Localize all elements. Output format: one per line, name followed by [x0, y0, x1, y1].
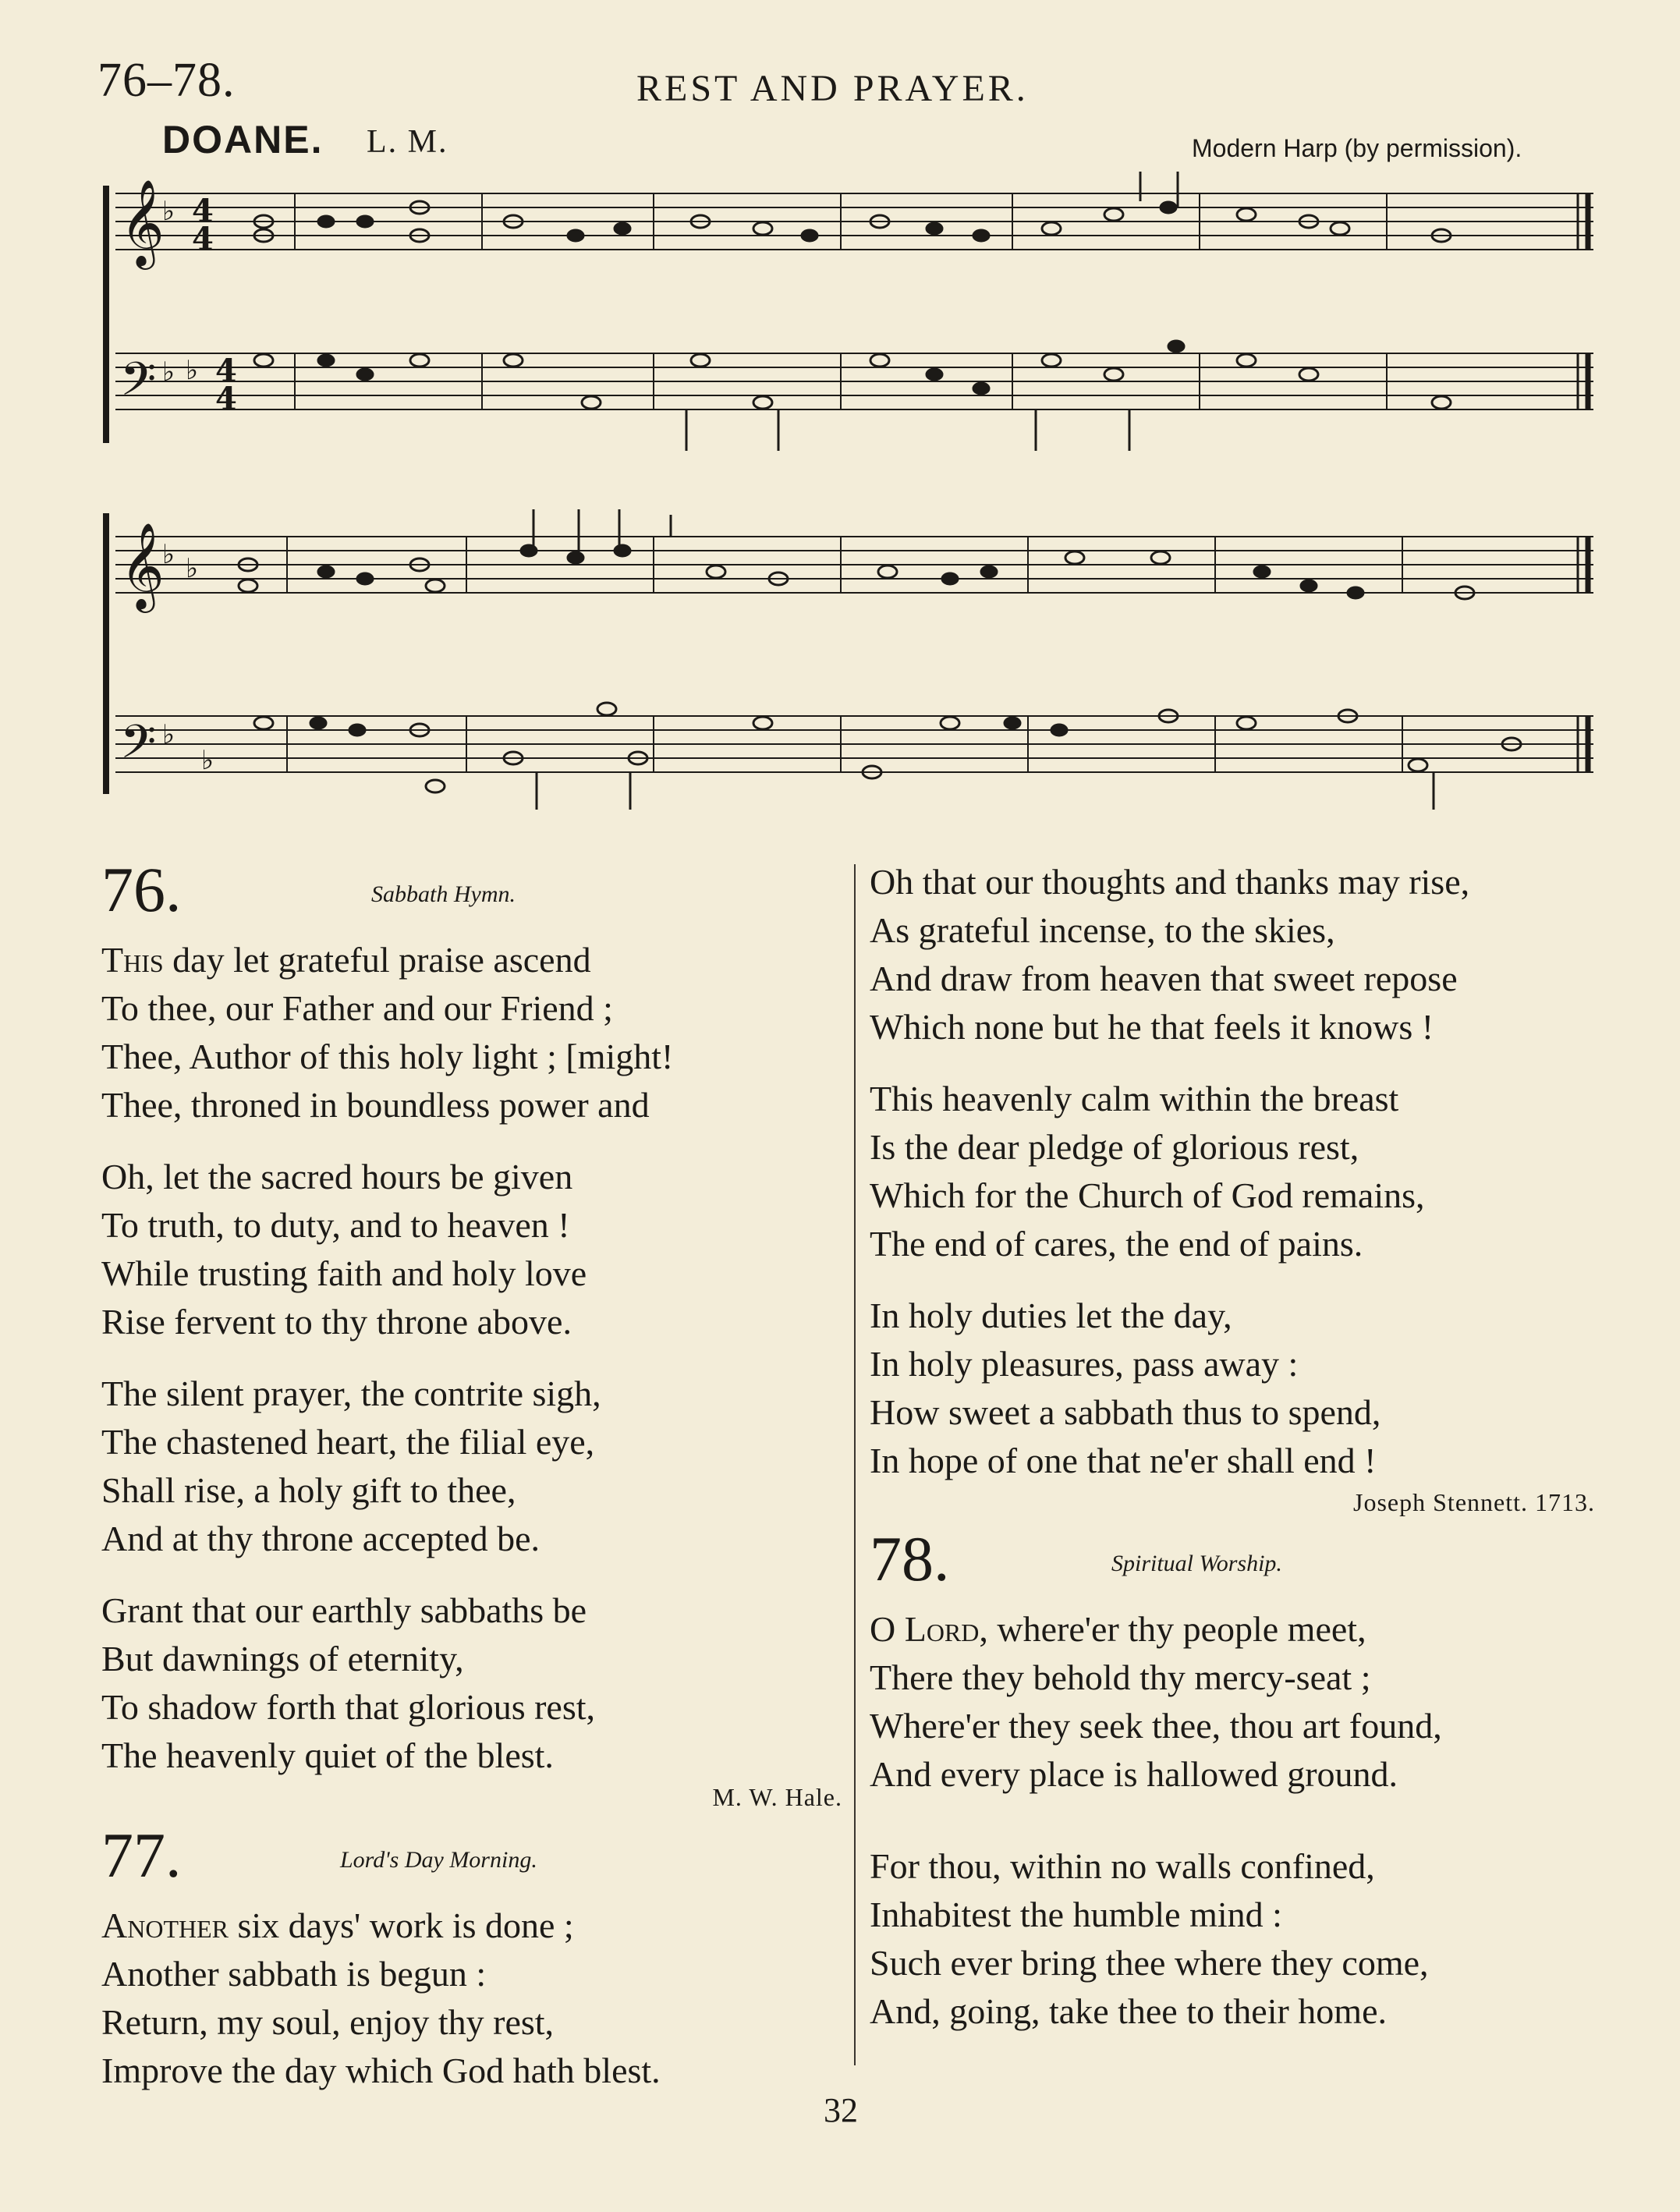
stanza — [101, 1153, 842, 1346]
stanza — [101, 1370, 842, 1563]
hymn-number: 78. — [870, 1523, 950, 1594]
section-title: REST AND PRAYER. — [636, 68, 1029, 109]
key-flat-bass-2: ♭ — [186, 355, 199, 386]
verse-line: Where'er they seek thee, thou art found, — [870, 1706, 1442, 1746]
time-sig-bottom-treble: 4 — [192, 221, 214, 257]
verse-line: where'er thy people meet, — [997, 1609, 1366, 1649]
stanza — [870, 1605, 1603, 1799]
first-word: This — [101, 940, 164, 980]
verse-line: day let grateful praise ascend — [172, 940, 591, 980]
verse-line: And every place is hallowed ground. — [870, 1754, 1398, 1794]
verse-line: Rise fervent to thy throne above. — [101, 1302, 572, 1342]
bass-staff — [115, 716, 1593, 772]
treble-clef: 𝄞 — [120, 522, 165, 609]
bass-clef: 𝄢 — [120, 714, 157, 780]
time-sig-top-treble: 4 — [192, 193, 214, 229]
verse-line: Grant that our earthly sabbaths be — [101, 1590, 587, 1630]
first-word: Another — [101, 1905, 229, 1945]
verse-line: And at thy throne accepted be. — [101, 1519, 540, 1558]
verse-line: For thou, within no walls confined, — [870, 1846, 1375, 1886]
time-sig-bottom-bass: 4 — [215, 381, 237, 417]
verse-line: Such ever bring thee where they come, — [870, 1943, 1429, 1983]
verse-line: Is the dear pledge of glorious rest, — [870, 1127, 1359, 1167]
left-column — [101, 854, 842, 2095]
column-divider — [854, 864, 856, 2065]
tune-credit: Modern Harp (by permission). — [1192, 134, 1522, 162]
verse-line: Shall rise, a holy gift to thee, — [101, 1470, 516, 1510]
stanza — [870, 1842, 1603, 2036]
music-system-1 — [92, 170, 1605, 459]
hymn-author: Joseph Stennett. 1713. — [1353, 1488, 1595, 1516]
stanza — [101, 1902, 842, 2095]
verse-line: Improve the day which God hath blest. — [101, 2051, 661, 2090]
verse-line: The silent prayer, the contrite sigh, — [101, 1374, 601, 1413]
key-flat-treble: ♭ — [162, 539, 175, 570]
hymn-title: Lord's Day Morning. — [340, 1847, 537, 1873]
treble-staff — [115, 193, 1593, 250]
hymn-78-heading — [870, 1523, 1603, 1605]
verse-line: The end of cares, the end of pains. — [870, 1224, 1363, 1264]
right-column — [870, 858, 1603, 2036]
stanza — [101, 1586, 842, 1780]
verse-line: Which none but he that feels it knows ! — [870, 1007, 1434, 1047]
verse-line: And draw from heaven that sweet repose — [870, 959, 1458, 998]
stanza — [870, 858, 1603, 1051]
verse-line: Oh that our thoughts and thanks may rise, — [870, 862, 1470, 902]
verse-line: In hope of one that ne'er shall end ! — [870, 1441, 1377, 1480]
verse-line: But dawnings of eternity, — [101, 1639, 464, 1678]
verse-line: In holy pleasures, pass away : — [870, 1344, 1299, 1384]
music-system-2 — [92, 498, 1605, 810]
verse-line: There they behold thy mercy-seat ; — [870, 1657, 1371, 1697]
treble-notes — [239, 509, 1474, 599]
treble-clef: 𝄞 — [120, 179, 165, 266]
bass-staff — [115, 353, 1593, 409]
verse-line: Oh, let the sacred hours be given — [101, 1157, 573, 1196]
hymn-number: 77. — [101, 1820, 182, 1891]
key-flat-treble-2: ♭ — [186, 553, 199, 584]
verse-line: How sweet a sabbath thus to spend, — [870, 1392, 1381, 1432]
verse-line: Inhabitest the humble mind : — [870, 1895, 1282, 1934]
verse-line: Another sabbath is begun : — [101, 1954, 487, 1994]
verse-line: Thee, throned in boundless power and — [101, 1085, 650, 1125]
hymn-number: 76. — [101, 854, 182, 925]
bass-clef: 𝄢 — [120, 352, 157, 417]
verse-line: This heavenly calm within the breast — [870, 1079, 1399, 1118]
hymn-title: Sabbath Hymn. — [371, 881, 516, 907]
meter: L. M. — [367, 124, 448, 160]
bass-notes — [254, 703, 1521, 810]
page-number: 32 — [824, 2091, 858, 2129]
verse-line: To shadow forth that glorious rest, — [101, 1687, 596, 1727]
hymn-77-heading — [101, 1820, 842, 1902]
verse-line: And, going, take thee to their home. — [870, 1991, 1388, 2031]
key-flat-bass: ♭ — [162, 719, 175, 750]
hymn-author: M. W. Hale. — [712, 1783, 842, 1811]
verse-line: To thee, our Father and our Friend ; — [101, 988, 613, 1028]
stanza — [870, 1075, 1603, 1268]
verse-line: To truth, to duty, and to heaven ! — [101, 1205, 570, 1245]
verse-line: The heavenly quiet of the blest. — [101, 1735, 554, 1775]
verse-line: six days' work is done ; — [237, 1905, 574, 1945]
key-flat-bass-2: ♭ — [201, 745, 214, 776]
key-flat-treble: ♭ — [162, 196, 175, 227]
key-flat-bass: ♭ — [162, 356, 175, 388]
verse-line: Return, my soul, enjoy thy rest, — [101, 2002, 555, 2042]
stanza — [870, 1292, 1603, 1485]
tune-name: DOANE. — [162, 118, 324, 161]
verse-line: As grateful incense, to the skies, — [870, 910, 1335, 950]
page-range: 76–78. — [97, 54, 236, 107]
verse-line: Which for the Church of God remains, — [870, 1175, 1425, 1215]
verse-line: In holy duties let the day, — [870, 1296, 1232, 1335]
barlines — [287, 537, 1588, 772]
hymn-76-heading — [101, 854, 842, 936]
verse-line: While trusting faith and holy love — [101, 1253, 587, 1293]
time-sig-top-bass: 4 — [215, 353, 237, 389]
hymn-title: Spiritual Worship. — [1111, 1551, 1282, 1576]
verse-line: Thee, Author of this holy light ; [might! — [101, 1037, 674, 1076]
treble-staff — [115, 537, 1593, 593]
verse-line: The chastened heart, the filial eye, — [101, 1422, 595, 1462]
first-word: O Lord, — [870, 1609, 988, 1649]
stanza — [101, 936, 842, 1129]
